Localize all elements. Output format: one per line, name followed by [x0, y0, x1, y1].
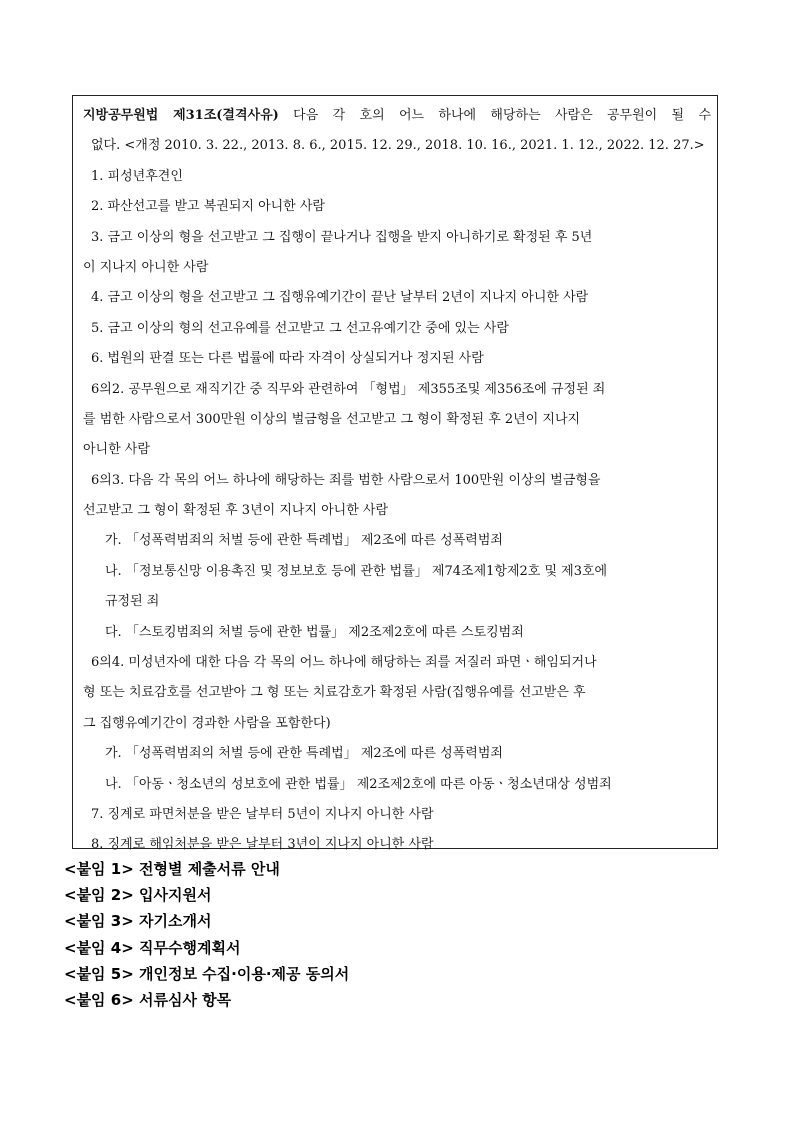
- law-item-line: 7. 징계로 파면처분을 받은 날부터 5년이 지나지 아니한 사람: [91, 806, 434, 822]
- law-item-line: 아니한 사람: [83, 442, 150, 458]
- law-intro-continued: 없다. <개정 2010. 3. 22., 2013. 8. 6., 2015. 12. 29., 2018. 10. 16., 2021. 1. 12., 2022. 12. 27.>: [91, 138, 705, 154]
- law-item-line: 그 집행유예기간이 경과한 사람을 포함한다): [83, 715, 331, 731]
- law-item-line: 3. 금고 이상의 형을 선고받고 그 집행이 끝나거나 집행을 받지 아니하기로 확정된 후 5년: [91, 229, 593, 245]
- law-item-line: 나. 「아동ㆍ청소년의 성보호에 관한 법률」 제2조제2호에 따른 아동ㆍ청소년대상 성범죄: [105, 776, 612, 792]
- law-intro: 다음 각 호의 어느 하나에 해당하는 사람은 공무원이 될 수: [293, 108, 711, 123]
- attachment-item: <붙임 2> 입사지원서: [64, 886, 212, 905]
- attachment-item: <붙임 5> 개인정보 수집·이용·제공 동의서: [64, 964, 350, 983]
- law-item-line: 6. 법원의 판결 또는 다른 법률에 따라 자격이 상실되거나 정지된 사람: [91, 351, 484, 367]
- law-item-line: 가. 「성폭력범죄의 처벌 등에 관한 특례법」 제2조에 따른 성폭력범죄: [105, 533, 503, 549]
- law-item-line: 8. 징계로 해임처분을 받은 날부터 3년이 지나지 아니한 사람: [91, 837, 434, 853]
- law-item-line: 6의4. 미성년자에 대한 다음 각 목의 어느 하나에 해당하는 죄를 저질러 파면ㆍ해임되거나: [91, 655, 597, 671]
- law-first-line: [83, 101, 711, 131]
- law-item-line: 규정된 죄: [105, 594, 160, 610]
- law-item-line: 나. 「정보통신망 이용촉진 및 정보보호 등에 관한 법률」 제74조제1항제2호 및 제3호에: [105, 563, 608, 579]
- attachment-item: <붙임 3> 자기소개서: [64, 912, 212, 931]
- law-item-line: 6의3. 다음 각 목의 어느 하나에 해당하는 죄를 범한 사람으로서 100만원 이상의 벌금형을: [91, 472, 601, 488]
- law-title: 지방공무원법 제31조(결격사유): [83, 108, 279, 123]
- attachment-list: [64, 856, 349, 1013]
- law-item-line: 선고받고 그 형이 확정된 후 3년이 지나지 아니한 사람: [83, 503, 389, 519]
- law-item-line: 를 범한 사람으로서 300만원 이상의 벌금형을 선고받고 그 형이 확정된 후 2년이 지나지: [83, 411, 581, 427]
- law-item-line: 이 지나지 아니한 사람: [83, 259, 209, 275]
- law-item-line: 6의2. 공무원으로 재직기간 중 직무와 관련하여 「형법」 제355조및 제356조에 규정된 죄: [91, 381, 606, 397]
- law-excerpt-box: [72, 95, 718, 853]
- law-items: [83, 162, 711, 861]
- law-item-line: 다. 「스토킹범죄의 처벌 등에 관한 법률」 제2조제2호에 따른 스토킹범죄: [105, 624, 524, 640]
- attachment-item: <붙임 4> 직무수행계획서: [64, 938, 241, 957]
- attachment-item: <붙임 1> 전형별 제출서류 안내: [64, 860, 280, 878]
- law-item-line: 2. 파산선고를 받고 복권되지 아니한 사람: [91, 199, 325, 215]
- law-item-line: 4. 금고 이상의 형을 선고받고 그 집행유예기간이 끝난 날부터 2년이 지나지 아니한 사람: [91, 290, 589, 306]
- law-item-line: 1. 피성년후견인: [91, 168, 183, 184]
- law-item-line: 5. 금고 이상의 형의 선고유예를 선고받고 그 선고유예기간 중에 있는 사람: [91, 320, 509, 336]
- attachment-item: <붙임 6> 서류심사 항목: [64, 990, 232, 1009]
- law-item-line: 가. 「성폭력범죄의 처벌 등에 관한 특례법」 제2조에 따른 성폭력범죄: [105, 746, 503, 762]
- law-item-line: 형 또는 치료감호를 선고받아 그 형 또는 치료감호가 확정된 사람(집행유예를 선고받은 후: [83, 685, 586, 701]
